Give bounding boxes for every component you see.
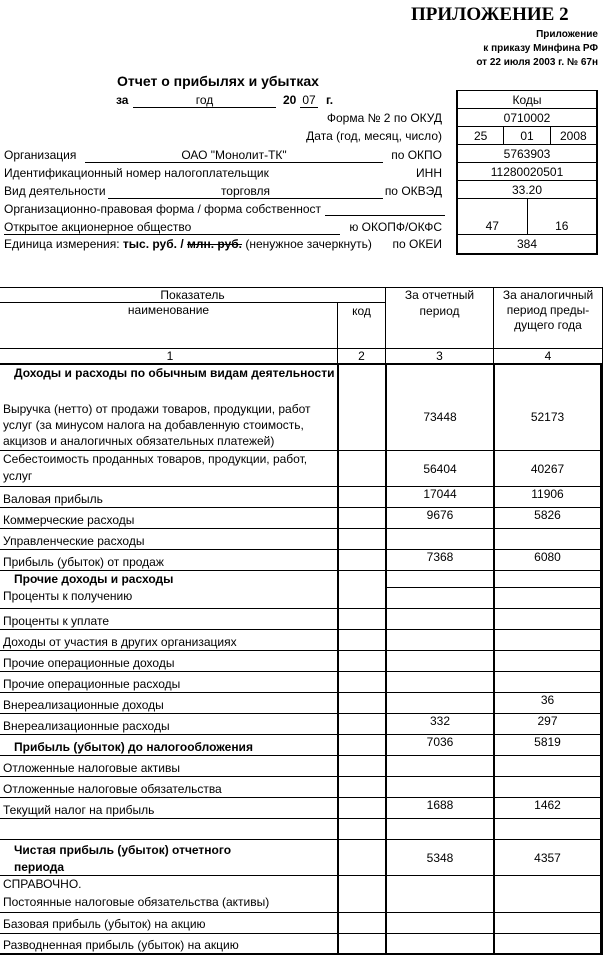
row-prior[interactable]: 4357 bbox=[493, 840, 603, 876]
row-current[interactable]: 17044 bbox=[385, 487, 493, 508]
row-code[interactable] bbox=[337, 934, 385, 955]
row-prior[interactable] bbox=[493, 588, 603, 609]
table-row bbox=[0, 693, 603, 714]
row-prior[interactable] bbox=[493, 529, 603, 550]
header-prior-l2: период преды- bbox=[506, 303, 590, 317]
okpo-label: по ОКПО bbox=[391, 148, 442, 162]
row-prior[interactable] bbox=[493, 934, 603, 955]
row-current[interactable]: 7036 bbox=[385, 735, 493, 756]
org-field[interactable] bbox=[85, 148, 383, 163]
table-row bbox=[0, 840, 603, 876]
report-period-value: год bbox=[195, 93, 214, 107]
legal-form-line bbox=[325, 215, 445, 216]
row-label: Внереализационные расходы bbox=[0, 714, 337, 735]
row-code[interactable] bbox=[337, 893, 385, 913]
row-label: Внереализационные доходы bbox=[0, 693, 337, 714]
row-label: Проценты к получению bbox=[0, 588, 337, 609]
row-label: Чистая прибыль (убыток) отчетного периода bbox=[0, 840, 337, 876]
row-prior[interactable] bbox=[493, 876, 603, 893]
table-row bbox=[0, 401, 603, 451]
table-row bbox=[0, 893, 603, 913]
row-label: Доходы от участия в других организациях bbox=[0, 630, 337, 651]
table-row bbox=[0, 876, 603, 893]
row-code[interactable] bbox=[337, 401, 385, 451]
codes-header-row bbox=[458, 91, 596, 109]
row-code[interactable] bbox=[337, 451, 385, 487]
row-current[interactable] bbox=[385, 819, 493, 840]
activity-value: торговля bbox=[220, 184, 271, 198]
row-code[interactable] bbox=[337, 714, 385, 735]
codes-okfs-value[interactable]: 16 bbox=[527, 199, 597, 234]
row-current[interactable] bbox=[385, 934, 493, 955]
row-code[interactable] bbox=[337, 550, 385, 571]
table-row bbox=[0, 735, 603, 756]
date-label: Дата (год, месяц, число) bbox=[306, 129, 442, 143]
unit-row bbox=[4, 237, 372, 251]
form-okud-label: Форма № 2 по ОКУД bbox=[326, 111, 442, 125]
row-current[interactable]: 1688 bbox=[385, 798, 493, 819]
codes-date-row bbox=[458, 127, 596, 145]
row-current[interactable] bbox=[385, 777, 493, 798]
row-label: Разводненная прибыль (убыток) на акцию bbox=[0, 934, 337, 955]
row-prior[interactable]: 5819 bbox=[493, 735, 603, 756]
report-title: Отчет о прибылях и убытках bbox=[117, 73, 319, 89]
row-prior[interactable]: 5826 bbox=[493, 508, 603, 529]
row-code[interactable] bbox=[337, 609, 385, 630]
table-row bbox=[0, 451, 603, 487]
row-code[interactable] bbox=[337, 365, 385, 401]
row-label: Себестоимость проданных товаров, продукции, работ, услуг bbox=[0, 451, 337, 487]
table-row bbox=[0, 508, 603, 529]
row-prior[interactable] bbox=[493, 630, 603, 651]
report-year-field[interactable] bbox=[300, 93, 318, 108]
header-num-1: 1 bbox=[166, 349, 174, 363]
row-prior[interactable]: 40267 bbox=[493, 451, 603, 487]
row-current[interactable]: 5348 bbox=[385, 840, 493, 876]
table-row bbox=[0, 529, 603, 550]
row-code[interactable] bbox=[337, 571, 385, 588]
table-row bbox=[0, 651, 603, 672]
unit-million: млн. руб. bbox=[187, 237, 243, 251]
row-current[interactable] bbox=[385, 630, 493, 651]
codes-okved-value[interactable]: 33.20 bbox=[511, 182, 543, 197]
codes-okpo-row bbox=[458, 145, 596, 163]
row-label: Проценты к уплате bbox=[0, 609, 337, 630]
codes-okei-value[interactable]: 384 bbox=[516, 237, 538, 251]
row-code[interactable] bbox=[337, 756, 385, 777]
row-label: Прочие операционные доходы bbox=[0, 651, 337, 672]
unit-separator: / bbox=[180, 237, 184, 251]
row-current[interactable] bbox=[385, 756, 493, 777]
row-label: Выручка (нетто) от продажи товаров, продукции, работ услуг (за минусом налога на добавленную стоимость, акцизов и аналогичных обязательных платежей) bbox=[0, 401, 337, 451]
row-current[interactable] bbox=[385, 651, 493, 672]
table-header bbox=[0, 287, 603, 348]
row-prior[interactable]: 11906 bbox=[493, 487, 603, 508]
header-numbers-row bbox=[0, 348, 603, 365]
inn-code-label: ИНН bbox=[416, 166, 442, 180]
income-statement-table bbox=[0, 287, 603, 955]
okved-label: по ОКВЭД bbox=[384, 184, 442, 198]
codes-header: Коды bbox=[512, 92, 542, 107]
row-current[interactable] bbox=[385, 672, 493, 693]
row-code[interactable] bbox=[337, 651, 385, 672]
row-code[interactable] bbox=[337, 693, 385, 714]
row-current[interactable] bbox=[385, 693, 493, 714]
header-num-4: 4 bbox=[493, 349, 603, 363]
table-row bbox=[0, 798, 603, 819]
row-prior[interactable] bbox=[493, 609, 603, 630]
row-label: Прочие доходы и расходы bbox=[14, 572, 174, 586]
row-code[interactable] bbox=[337, 529, 385, 550]
activity-label: Вид деятельности bbox=[4, 184, 106, 198]
row-label bbox=[0, 819, 337, 840]
header-num-2: 2 bbox=[337, 349, 385, 363]
table-row bbox=[0, 588, 603, 609]
appendix-line-3: от 22 июля 2003 г. № 67н bbox=[476, 57, 598, 68]
legal-form-field[interactable] bbox=[4, 220, 340, 235]
header-prior-l3: дущего года bbox=[514, 318, 582, 332]
header-prior bbox=[493, 288, 603, 348]
row-current[interactable]: 73448 bbox=[385, 383, 493, 451]
row-label: Управленческие расходы bbox=[0, 529, 337, 550]
table-row bbox=[0, 714, 603, 735]
row-code[interactable] bbox=[337, 819, 385, 840]
header-current-l2: период bbox=[419, 304, 460, 318]
row-code[interactable] bbox=[337, 777, 385, 798]
row-current[interactable] bbox=[385, 876, 493, 893]
row-label: Прибыль (убыток) от продаж bbox=[0, 550, 337, 571]
codes-okud-value[interactable]: 0710002 bbox=[503, 110, 551, 125]
table-row bbox=[0, 934, 603, 955]
codes-okopf-value[interactable]: 47 bbox=[485, 219, 499, 233]
row-label: СПРАВОЧНО. bbox=[3, 877, 82, 891]
codes-date-year[interactable]: 2008 bbox=[550, 127, 596, 144]
table-row bbox=[0, 819, 603, 840]
row-current[interactable] bbox=[385, 571, 493, 588]
appendix-line-2: к приказу Минфина РФ bbox=[483, 43, 598, 54]
row-label: Базовая прибыль (убыток) на акцию bbox=[0, 913, 337, 934]
report-year-suffix: г. bbox=[326, 93, 334, 107]
row-code[interactable] bbox=[337, 588, 385, 609]
row-code[interactable] bbox=[337, 630, 385, 651]
okopf-label: ю ОКОПФ/ОКФС bbox=[349, 220, 442, 234]
row-current[interactable] bbox=[385, 529, 493, 550]
row-code[interactable] bbox=[337, 487, 385, 508]
row-code[interactable] bbox=[337, 876, 385, 893]
header-name: наименование bbox=[127, 303, 210, 317]
row-code[interactable] bbox=[337, 840, 385, 876]
appendix-line-1: Приложение bbox=[536, 29, 598, 40]
org-value: ОАО "Монолит-ТК" bbox=[181, 148, 287, 162]
header-indicator: Показатель bbox=[160, 288, 225, 302]
header-current-l1: За отчетный bbox=[404, 288, 475, 302]
row-current[interactable] bbox=[385, 588, 493, 609]
unit-note: (ненужное зачеркнуть) bbox=[245, 237, 372, 251]
row-prior[interactable] bbox=[493, 893, 603, 913]
row-label: Отложенные налоговые активы bbox=[0, 756, 337, 777]
header-num-3: 3 bbox=[385, 349, 493, 363]
unit-label: Единица измерения: bbox=[4, 237, 120, 251]
report-year-value: 07 bbox=[302, 93, 316, 107]
header-current bbox=[385, 288, 493, 348]
row-prior[interactable] bbox=[493, 777, 603, 798]
inn-label: Идентификационный номер налогоплательщик bbox=[4, 166, 269, 180]
appendix-title: ПРИЛОЖЕНИЕ 2 bbox=[411, 4, 569, 25]
codes-okpo-value[interactable]: 5763903 bbox=[503, 146, 551, 161]
row-label: Прибыль (убыток) до налогообложения bbox=[0, 735, 337, 756]
row-code[interactable] bbox=[337, 735, 385, 756]
report-period-field[interactable] bbox=[133, 93, 276, 108]
report-for-label: за bbox=[116, 93, 129, 107]
row-prior[interactable] bbox=[493, 756, 603, 777]
row-prior[interactable]: 1462 bbox=[493, 798, 603, 819]
row-code[interactable] bbox=[337, 672, 385, 693]
row-current[interactable]: 56404 bbox=[385, 451, 493, 487]
row-current[interactable]: 7368 bbox=[385, 550, 493, 571]
legal-form-value: Открытое акционерное общество bbox=[4, 220, 192, 234]
codes-okopf-row bbox=[458, 199, 596, 235]
row-prior[interactable] bbox=[493, 819, 603, 840]
row-label: Постоянные налоговые обязательства (активы) bbox=[0, 893, 337, 913]
codes-date-month[interactable]: 01 bbox=[503, 127, 549, 144]
row-label: Текущий налог на прибыль bbox=[0, 798, 337, 819]
header-code: код bbox=[337, 302, 385, 348]
row-current[interactable]: 9676 bbox=[385, 508, 493, 529]
codes-box bbox=[456, 90, 598, 255]
codes-inn-row bbox=[458, 163, 596, 181]
table-row bbox=[0, 756, 603, 777]
okei-label: по ОКЕИ bbox=[392, 237, 442, 251]
row-label: Доходы и расходы по обычным видам деятельности bbox=[14, 366, 335, 380]
row-prior[interactable]: 36 bbox=[493, 693, 603, 714]
codes-okud-row bbox=[458, 109, 596, 127]
row-prior[interactable]: 52173 bbox=[493, 383, 603, 451]
table-row bbox=[0, 571, 603, 588]
row-current[interactable] bbox=[385, 893, 493, 913]
table-row bbox=[0, 630, 603, 651]
row-prior[interactable]: 6080 bbox=[493, 550, 603, 571]
codes-okei-row bbox=[458, 235, 596, 253]
activity-field[interactable] bbox=[108, 184, 383, 199]
row-label: Прочие операционные расходы bbox=[0, 672, 337, 693]
legal-form-label: Организационно-правовая форма / форма собственност bbox=[4, 202, 321, 216]
table-row bbox=[0, 487, 603, 508]
row-label: Валовая прибыль bbox=[0, 487, 337, 508]
row-code[interactable] bbox=[337, 798, 385, 819]
row-prior[interactable]: 297 bbox=[493, 714, 603, 735]
row-prior[interactable] bbox=[493, 571, 603, 588]
row-label: Отложенные налоговые обязательства bbox=[0, 777, 337, 798]
row-prior[interactable] bbox=[493, 651, 603, 672]
header-prior-l1: За аналогичный bbox=[502, 288, 594, 302]
codes-date-day[interactable]: 25 bbox=[473, 128, 488, 143]
codes-okved-row bbox=[458, 181, 596, 199]
report-year-prefix: 20 bbox=[283, 93, 297, 107]
row-code[interactable] bbox=[337, 508, 385, 529]
row-prior[interactable] bbox=[493, 672, 603, 693]
table-row bbox=[0, 672, 603, 693]
org-label: Организация bbox=[4, 148, 77, 162]
table-row bbox=[0, 550, 603, 571]
codes-inn-value[interactable]: 11280020501 bbox=[490, 164, 564, 179]
row-current[interactable]: 332 bbox=[385, 714, 493, 735]
row-current[interactable] bbox=[385, 609, 493, 630]
table-row bbox=[0, 609, 603, 630]
table-row bbox=[0, 777, 603, 798]
unit-thousand: тыс. руб. bbox=[122, 237, 177, 251]
row-label: Коммерческие расходы bbox=[0, 508, 337, 529]
